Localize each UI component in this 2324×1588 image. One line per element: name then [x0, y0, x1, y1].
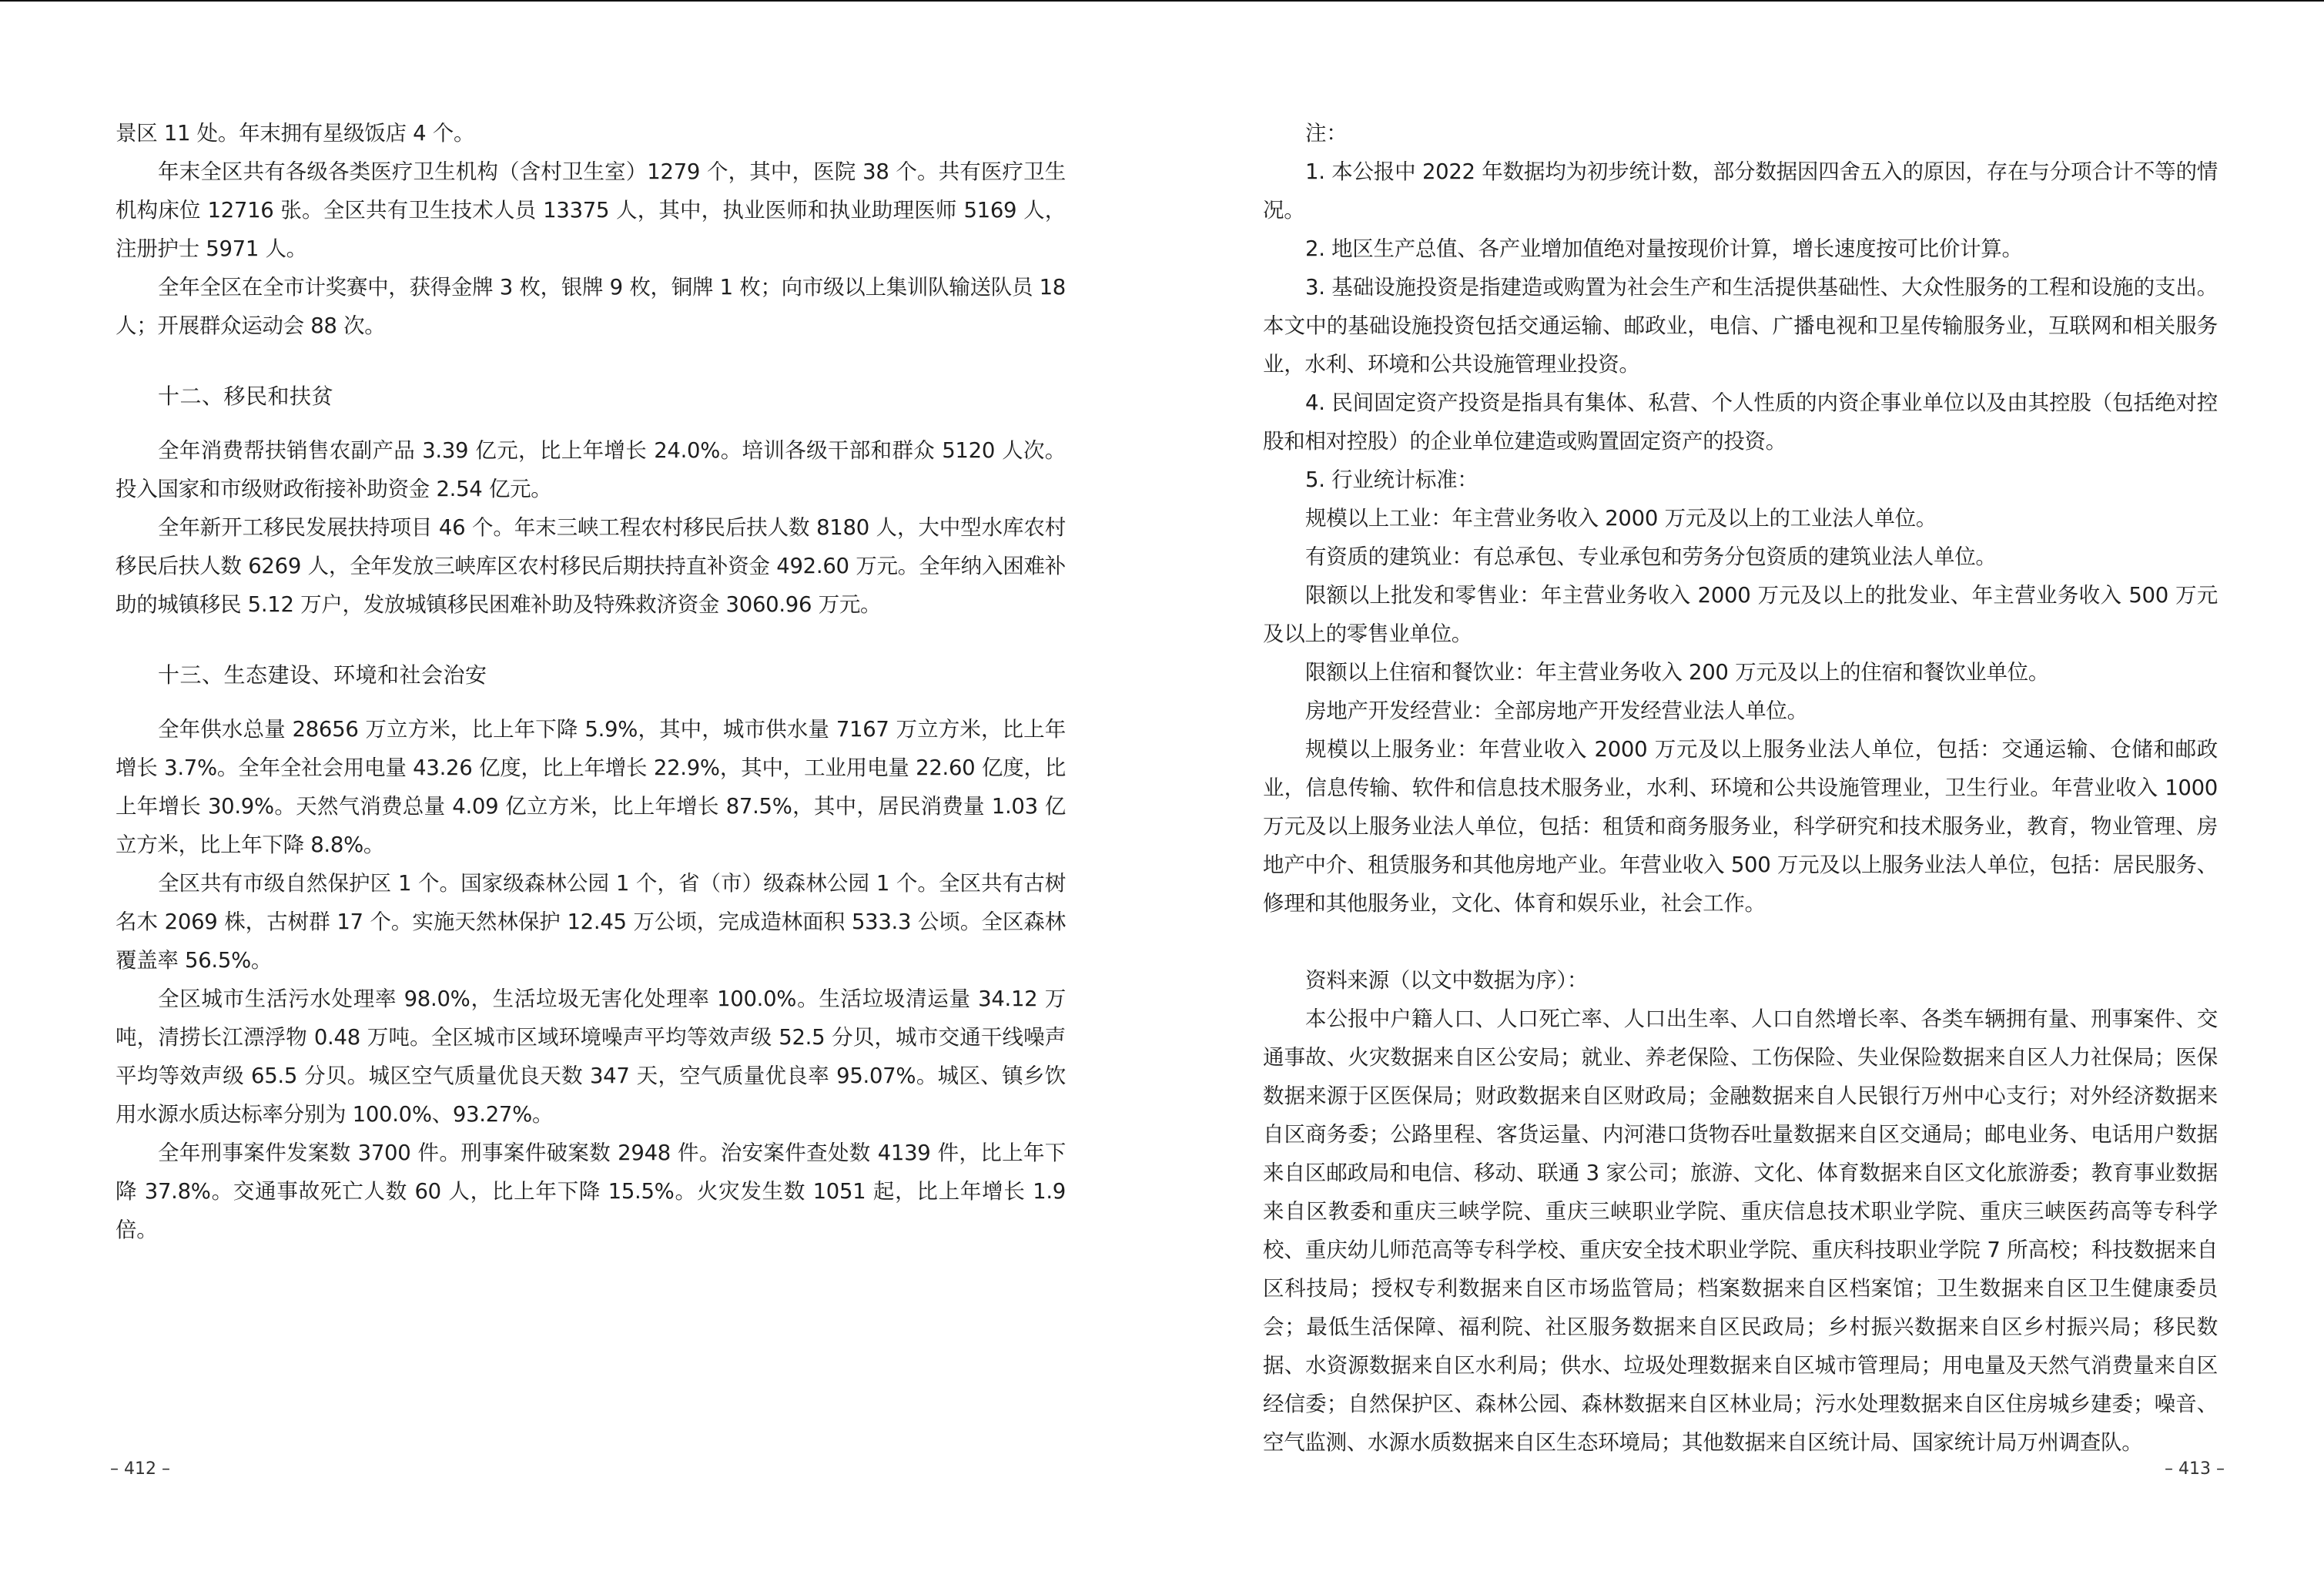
top-rule [0, 0, 2324, 2]
notes-title: 注： [1305, 121, 1348, 146]
paragraph: 全区共有市级自然保护区 1 个。国家级森林公园 1 个，省（市）级森林公园 1 个。全区共有古树名木 2069 株，古树群 17 个。实施天然林保护 12.45 万公顷，完成造林面积 533.3 公顷。全区森林覆盖率 56.5%。 [116, 871, 1066, 973]
paragraph: 全年消费帮扶销售农副产品 3.39 亿元，比上年增长 24.0%。培训各级干部和群众 5120 人次。投入国家和市级财政衔接补助资金 2.54 亿元。 [116, 438, 1066, 501]
paragraph: 全区城市生活污水处理率 98.0%，生活垃圾无害化处理率 100.0%。生活垃圾清运量 34.12 万吨，清捞长江漂浮物 0.48 万吨。全区城市区域环境噪声平均等效声级 52.5 分贝，城市交通干线噪声平均等效声级 65.5 分贝。城区空气质量优良天数 347 天，空气质量优良率 95.07%。城区、镇乡饮用水源水质达标率分别为 100.0%、93.27%。 [116, 987, 1066, 1127]
paragraph: 全年刑事案件发案数 3700 件。刑事案件破案数 2948 件。治安案件查处数 4139 件，比上年下降 37.8%。交通事故死亡人数 60 人，比上年下降 15.5%。火灾发生数 1051 起，比上年增长 1.9 倍。 [116, 1141, 1066, 1242]
paragraph: 全年新开工移民发展扶持项目 46 个。年末三峡工程农村移民后扶人数 8180 人，大中型水库农村移民后扶人数 6269 人，全年发放三峡库区农村移民后期扶持直补资金 492.60 万元。全年纳入困难补助的城镇移民 5.12 万户，发放城镇移民困难补助及特殊救济资金 3060.96 万元。 [116, 515, 1066, 617]
note-item: 4. 民间固定资产投资是指具有集体、私营、个人性质的内资企事业单位以及由其控股（包括绝对控股和相对控股）的企业单位建造或购置固定资产的投资。 [1263, 390, 2218, 454]
note-item: 1. 本公报中 2022 年数据均为初步统计数，部分数据因四舍五入的原因，存在与分项合计不等的情况。 [1263, 159, 2218, 223]
note-item: 房地产开发经营业：全部房地产开发经营业法人单位。 [1305, 699, 1808, 723]
note-item: 5. 行业统计标准： [1305, 467, 1478, 492]
sources-text: 本公报中户籍人口、人口死亡率、人口出生率、人口自然增长率、各类车辆拥有量、刑事案件、交通事故、火灾数据来自区公安局；就业、养老保险、工伤保险、失业保险数据来自区人力社保局；医保数据来源于区医保局；财政数据来自区财政局；金融数据来自人民银行万州中心支行；对外经济数据来自区商务委；公路里程、客货运量、内河港口货物吞吐量数据来自区交通局；邮电业务、电话用户数据来自区邮政局和电信、移动、联通 3 家公司；旅游、文化、体育数据来自区文化旅游委；教育事业数据来自区教委和重庆三峡学院、重庆三峡职业学院、重庆信息技术职业学院、重庆三峡医药高等专科学校、重庆幼儿师范高等专科学校、重庆安全技术职业学院、重庆科技职业学院 7 所高校；科技数据来自区科技局；授权专利数据来自区市场监管局；档案数据来自区档案馆；卫生数据来自区卫生健康委员会；最低生活保障、福利院、社区服务数据来自区民政局；乡村振兴数据来自区乡村振兴局；移民数据、水资源数据来自区水利局；供水、垃圾处理数据来自区城市管理局；用电量及天然气消费量来自区经信委；自然保护区、森林公园、森林数据来自区林业局；污水处理数据来自区住房城乡建委；噪音、空气监测、水源水质数据来自区生态环境局；其他数据来自区统计局、国家统计局万州调查队。 [1263, 1007, 2218, 1455]
sources-title: 资料来源（以文中数据为序）： [1305, 968, 1589, 993]
paragraph: 全年全区在全市计奖赛中，获得金牌 3 枚，银牌 9 枚，铜牌 1 枚；向市级以上集训队输送队员 18 人；开展群众运动会 88 次。 [116, 275, 1066, 338]
note-item: 规模以上工业：年主营业务收入 2000 万元及以上的工业法人单位。 [1305, 506, 1937, 531]
left-page [116, 114, 1066, 1249]
note-item: 限额以上住宿和餐饮业：年主营业务收入 200 万元及以上的住宿和餐饮业单位。 [1305, 660, 2050, 685]
page-number-left: – 412 – [110, 1459, 170, 1479]
section-heading-13: 十三、生态建设、环境和社会治安 [158, 662, 487, 688]
note-item: 有资质的建筑业：有总承包、专业承包和劳务分包资质的建筑业法人单位。 [1305, 544, 1997, 569]
note-item: 3. 基础设施投资是指建造或购置为社会生产和生活提供基础性、大众性服务的工程和设施的支出。本文中的基础设施投资包括交通运输、邮政业，电信、广播电视和卫星传输服务业，互联网和相关服务业，水利、环境和公共设施管理业投资。 [1263, 275, 2218, 377]
section-heading-12: 十二、移民和扶贫 [158, 384, 334, 409]
right-page [1263, 114, 2218, 1462]
note-item: 规模以上服务业：年营业收入 2000 万元及以上服务业法人单位，包括：交通运输、仓储和邮政业，信息传输、软件和信息技术服务业，水利、环境和公共设施管理业，卫生行业。年营业收入 1000 万元及以上服务业法人单位，包括：租赁和商务服务业，科学研究和技术服务业，教育，物业管理、房地产中介、租赁服务和其他房地产业。年营业收入 500 万元及以上服务业法人单位，包括：居民服务、修理和其他服务业，文化、体育和娱乐业，社会工作。 [1263, 737, 2218, 916]
spacer [1263, 923, 2218, 961]
paragraph: 景区 11 处。年末拥有星级饭店 4 个。 [116, 121, 475, 146]
note-item: 2. 地区生产总值、各产业增加值绝对量按现价计算，增长速度按可比价计算。 [1305, 236, 2023, 261]
paragraph: 全年供水总量 28656 万立方米，比上年下降 5.9%，其中，城市供水量 7167 万立方米，比上年增长 3.7%。全年全社会用电量 43.26 亿度，比上年增长 22.9%，其中，工业用电量 22.60 亿度，比上年增长 30.9%。天然气消费总量 4.09 亿立方米，比上年增长 87.5%，其中，居民消费量 1.03 亿立方米，比上年下降 8.8%。 [116, 717, 1066, 857]
note-item: 限额以上批发和零售业：年主营业务收入 2000 万元及以上的批发业、年主营业务收入 500 万元及以上的零售业单位。 [1263, 583, 2218, 646]
paragraph: 年末全区共有各级各类医疗卫生机构（含村卫生室）1279 个，其中，医院 38 个。共有医疗卫生机构床位 12716 张。全区共有卫生技术人员 13375 人，其中，执业医师和执业助理医师 5169 人，注册护士 5971 人。 [116, 159, 1066, 261]
page-number-right: – 413 – [2165, 1459, 2225, 1479]
